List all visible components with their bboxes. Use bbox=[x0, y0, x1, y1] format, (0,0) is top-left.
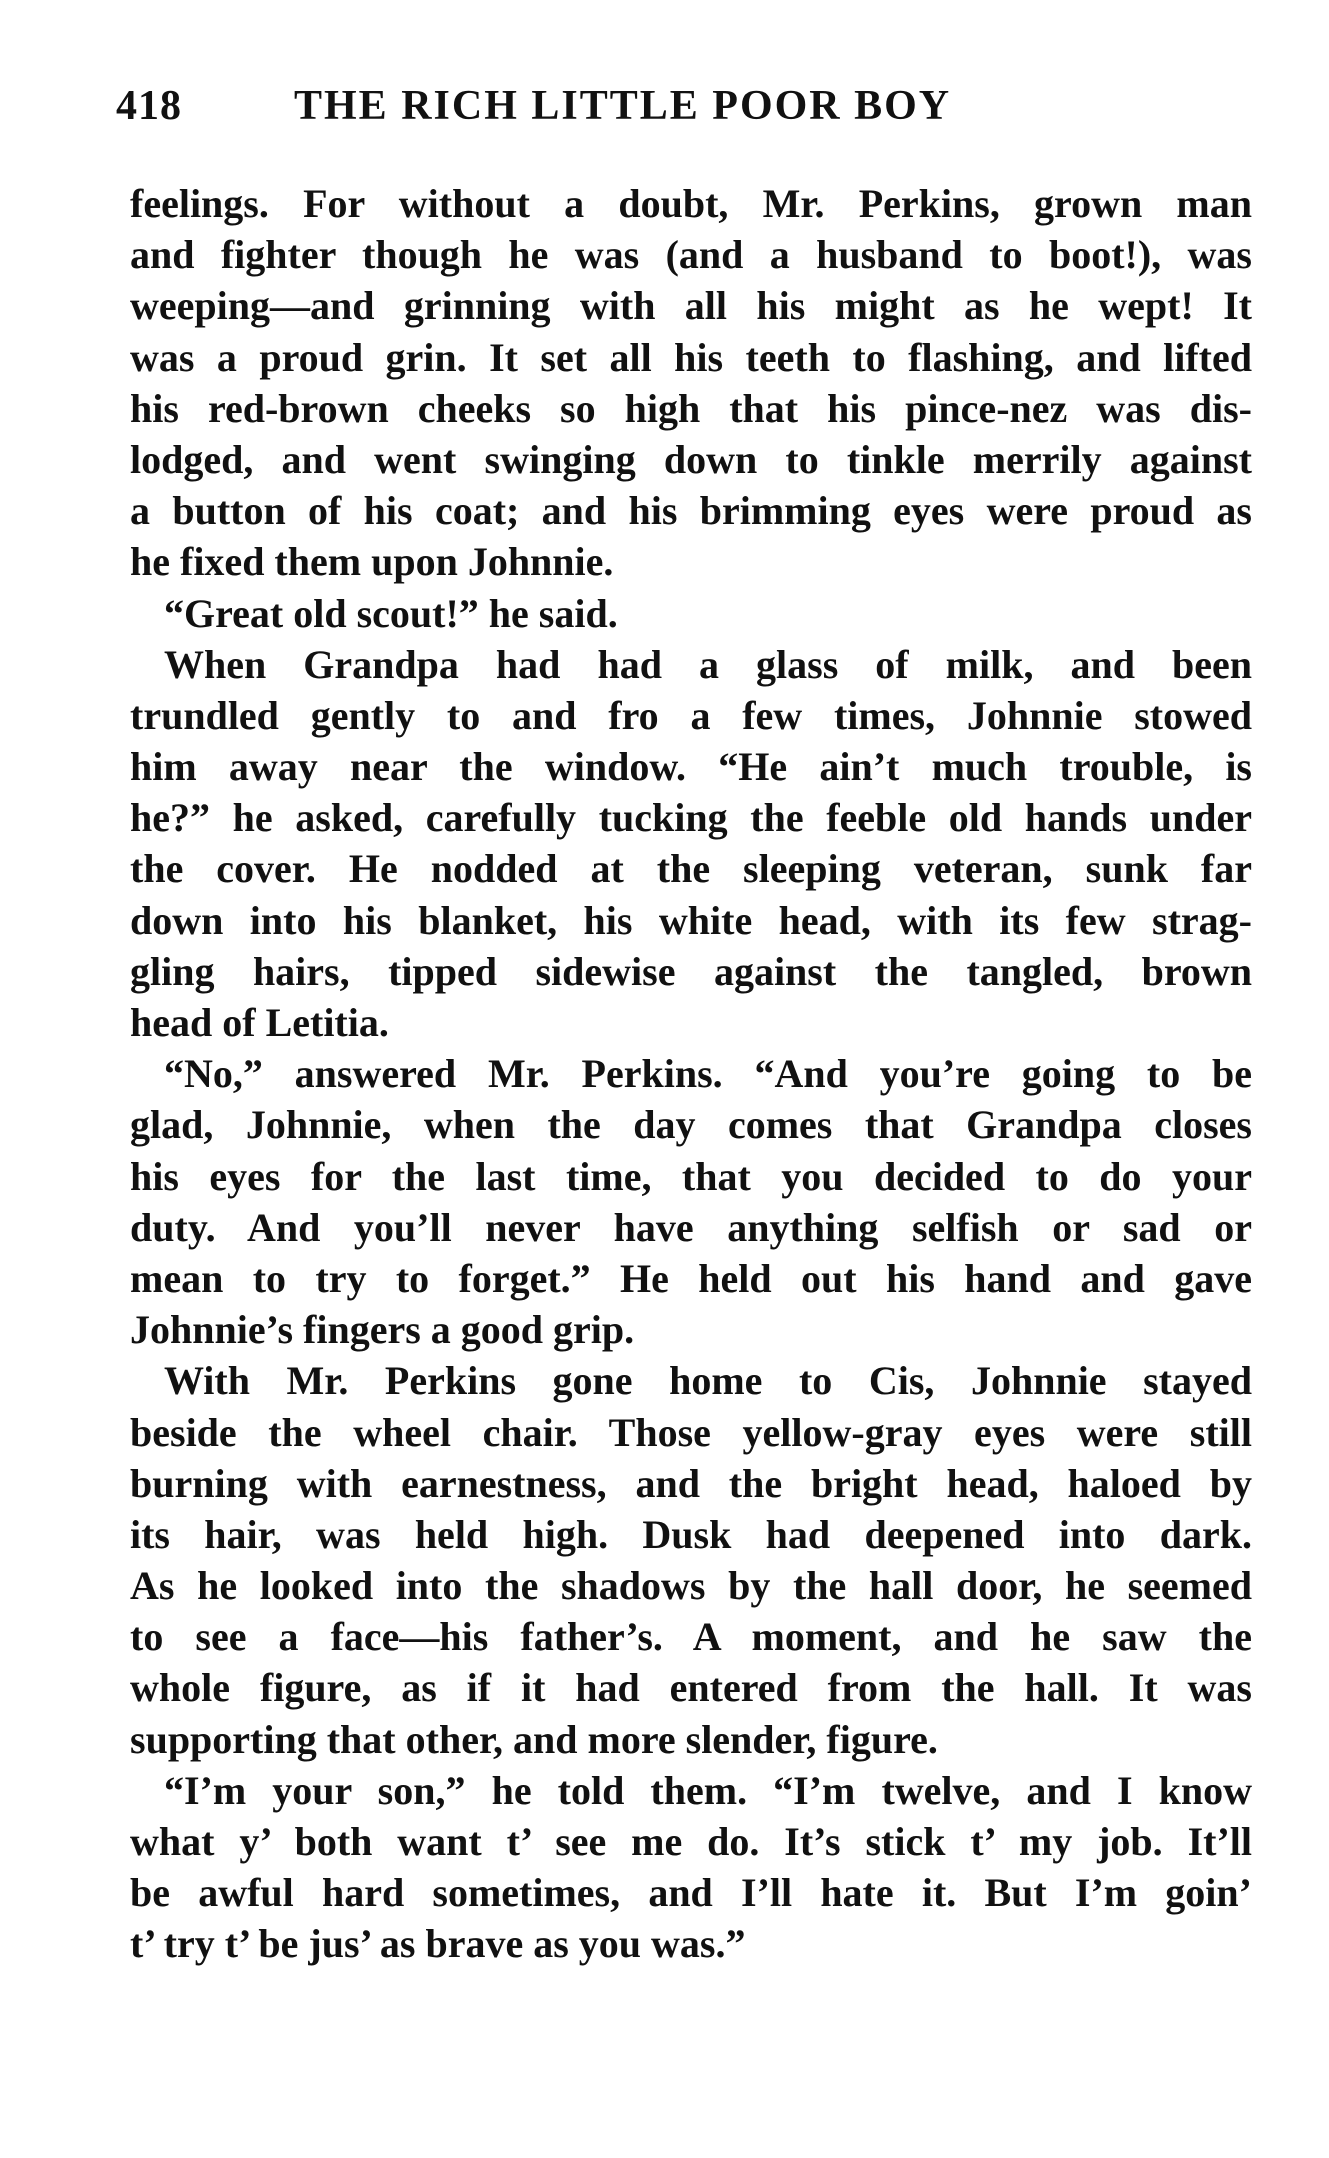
text-line: and fighter though he was (and a husband to boot!), was bbox=[130, 232, 1252, 278]
text-line: what y’ both want t’ see me do. It’s stick t’ my job. It’ll bbox=[130, 1819, 1252, 1864]
text-line: gling hairs, tipped sidewise against the tangled, brown bbox=[130, 948, 1252, 994]
text-line: feelings. For without a doubt, Mr. Perkins, grown man bbox=[130, 181, 1252, 226]
text-line: to see a face—his father’s. A moment, and he saw the bbox=[130, 1614, 1252, 1660]
text-line: When Grandpa had had a glass of milk, and been bbox=[164, 641, 1252, 687]
text-line: lodged, and went swinging down to tinkle merrily against bbox=[130, 436, 1252, 482]
text-line: him away near the window. “He ain’t much trouble, is bbox=[130, 744, 1252, 790]
text-line: his red-brown cheeks so high that his pince-nez was dis- bbox=[130, 385, 1252, 431]
text-line: “Great old scout!” he said. bbox=[164, 590, 618, 636]
page-number: 418 bbox=[116, 83, 182, 129]
text-line: As he looked into the shadows by the hall door, he seemed bbox=[130, 1563, 1252, 1609]
text-line: was a proud grin. It set all his teeth to flashing, and lifted bbox=[130, 334, 1252, 380]
text-line: down into his blanket, his white head, with its few strag- bbox=[130, 897, 1252, 943]
text-line: glad, Johnnie, when the day comes that Grandpa closes bbox=[130, 1102, 1252, 1148]
text-line: whole figure, as if it had entered from the hall. It was bbox=[130, 1665, 1252, 1711]
text-line: the cover. He nodded at the sleeping veteran, sunk far bbox=[130, 846, 1252, 892]
text-line: With Mr. Perkins gone home to Cis, Johnnie stayed bbox=[164, 1358, 1252, 1404]
text-line: a button of his coat; and his brimming eyes were proud as bbox=[130, 488, 1252, 534]
text-line: head of Letitia. bbox=[130, 1000, 389, 1045]
text-line: its hair, was held high. Dusk had deepened into dark. bbox=[130, 1511, 1252, 1557]
text-line: trundled gently to and fro a few times, Johnnie stowed bbox=[130, 692, 1252, 738]
text-line: he?” he asked, carefully tucking the feeble old hands under bbox=[130, 795, 1252, 841]
text-line: he fixed them upon Johnnie. bbox=[130, 539, 614, 585]
body-text bbox=[130, 178, 1252, 1970]
text-line: supporting that other, and more slender, figure. bbox=[130, 1716, 938, 1762]
text-line: burning with earnestness, and the bright head, haloed by bbox=[130, 1460, 1252, 1506]
text-line: mean to try to forget.” He held out his hand and gave bbox=[130, 1255, 1252, 1301]
text-line: “I’m your son,” he told them. “I’m twelve, and I know bbox=[164, 1767, 1252, 1813]
text-line: “No,” answered Mr. Perkins. “And you’re going to be bbox=[164, 1051, 1252, 1097]
text-line: be awful hard sometimes, and I’ll hate it. But I’m goin’ bbox=[130, 1870, 1252, 1916]
text-line: weeping—and grinning with all his might as he wept! It bbox=[130, 283, 1252, 329]
text-line: duty. And you’ll never have anything selfish or sad or bbox=[130, 1204, 1252, 1250]
text-line: Johnnie’s fingers a good grip. bbox=[130, 1307, 635, 1353]
page-header bbox=[116, 82, 1256, 142]
text-line: t’ try t’ be jus’ as brave as you was.” bbox=[130, 1921, 746, 1967]
running-head: THE RICH LITTLE POOR BOY bbox=[294, 83, 952, 129]
text-line: beside the wheel chair. Those yellow-gray eyes were still bbox=[130, 1409, 1252, 1455]
text-line: his eyes for the last time, that you decided to do your bbox=[130, 1153, 1252, 1199]
